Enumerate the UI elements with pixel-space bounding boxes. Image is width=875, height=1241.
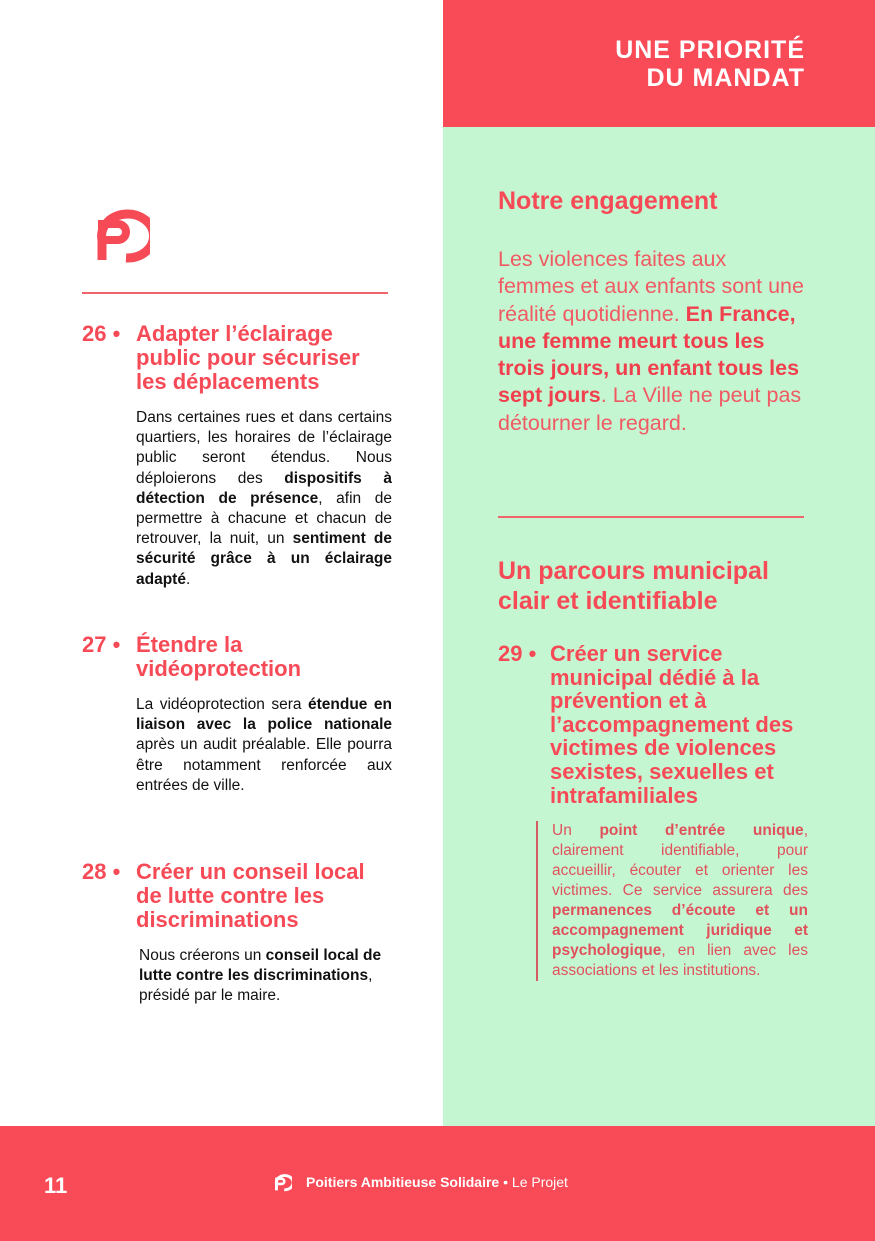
text-segment: Un — [552, 822, 600, 840]
item-body — [136, 695, 392, 796]
left-column — [82, 322, 392, 1031]
bold-text-segment: conseil local de lutte contre les discriminations — [139, 947, 382, 985]
bold-text-segment: permanences d’écoute et un accompagnement juridique et psychologique — [552, 902, 808, 960]
parcours-title: Un parcours municipal clair et identifiable — [498, 557, 769, 615]
footer-brand: Poitiers Ambitieuse Solidaire — [306, 1174, 500, 1190]
item-number: 26 • — [82, 321, 121, 346]
divider — [82, 292, 388, 294]
item-body — [139, 946, 392, 1007]
footer — [0, 1126, 875, 1241]
text-segment: , en lien avec les associations et les institutions. — [552, 942, 808, 980]
item-number: 28 • — [82, 859, 121, 884]
text-segment: La vidéoprotection sera — [136, 696, 308, 713]
logo-icon — [270, 1172, 292, 1192]
item-27 — [82, 633, 392, 860]
item-28 — [82, 860, 392, 1031]
item-body — [536, 821, 808, 981]
text-segment: , afin de permettre à chacune et chacun de retrouver, la nuit, un — [136, 489, 393, 548]
bold-text-segment: En France, une femme meurt tous les trois jours, un enfant tous les sept jours — [498, 301, 800, 408]
item-number: 27 • — [82, 632, 121, 657]
text-segment: , clairement identifiable, pour accueillir, écouter et orienter les victimes. Ce service assurera des — [552, 822, 808, 900]
engagement-text — [498, 246, 808, 516]
header-line-2: DU MANDAT — [646, 64, 805, 92]
text-segment: après un audit préalable. Elle pourra être notamment renforcée aux entrées de ville. — [136, 736, 392, 794]
right-column — [498, 186, 808, 981]
bold-text-segment: sentiment de sécurité grâce à un éclairage adapté — [136, 530, 392, 588]
item-title: Étendre la vidéoprotection — [136, 632, 302, 681]
item-title: Adapter l’éclairage public pour sécuriser les déplacements — [136, 321, 360, 394]
text-segment: , présidé par le maire. — [139, 967, 373, 1005]
bold-text-segment: dispositifs à détection de présence — [136, 469, 393, 507]
footer-text — [306, 1174, 568, 1190]
footer-project: Le Projet — [511, 1174, 568, 1190]
section-header — [443, 0, 875, 127]
text-segment: Les violences faites aux femmes et aux enfants sont une réalité quotidienne. — [498, 247, 804, 326]
bold-text-segment: point d’entrée unique — [599, 822, 804, 840]
item-title: Créer un service municipal dédié à la prévention et à l’accompagnement des victimes de violences sexistes, sexuelles et intrafamiliales — [550, 641, 794, 808]
item-29 — [498, 642, 808, 981]
text-segment: Dans certaines rues et dans certains quartiers, les horaires de l’éclairage public seront étendus. Nous déploierons des — [136, 409, 392, 487]
engagement-title: Notre engagement — [498, 187, 718, 215]
bold-text-segment: étendue en liaison avec la police nationale — [136, 696, 393, 734]
divider — [498, 516, 804, 518]
footer-separator: • — [499, 1174, 512, 1190]
text-segment: Nous créerons un — [139, 947, 266, 964]
item-26 — [82, 322, 392, 633]
header-line-1: UNE PRIORITÉ — [615, 36, 805, 64]
text-segment: . — [185, 570, 191, 588]
logo-icon — [82, 204, 150, 264]
page-number: 11 — [44, 1173, 68, 1198]
item-number: 29 • — [498, 641, 537, 666]
item-body — [136, 408, 392, 590]
text-segment: . La Ville ne peut pas détourner le regard. — [498, 383, 802, 435]
item-title: Créer un conseil local de lutte contre les discriminations — [136, 859, 365, 932]
